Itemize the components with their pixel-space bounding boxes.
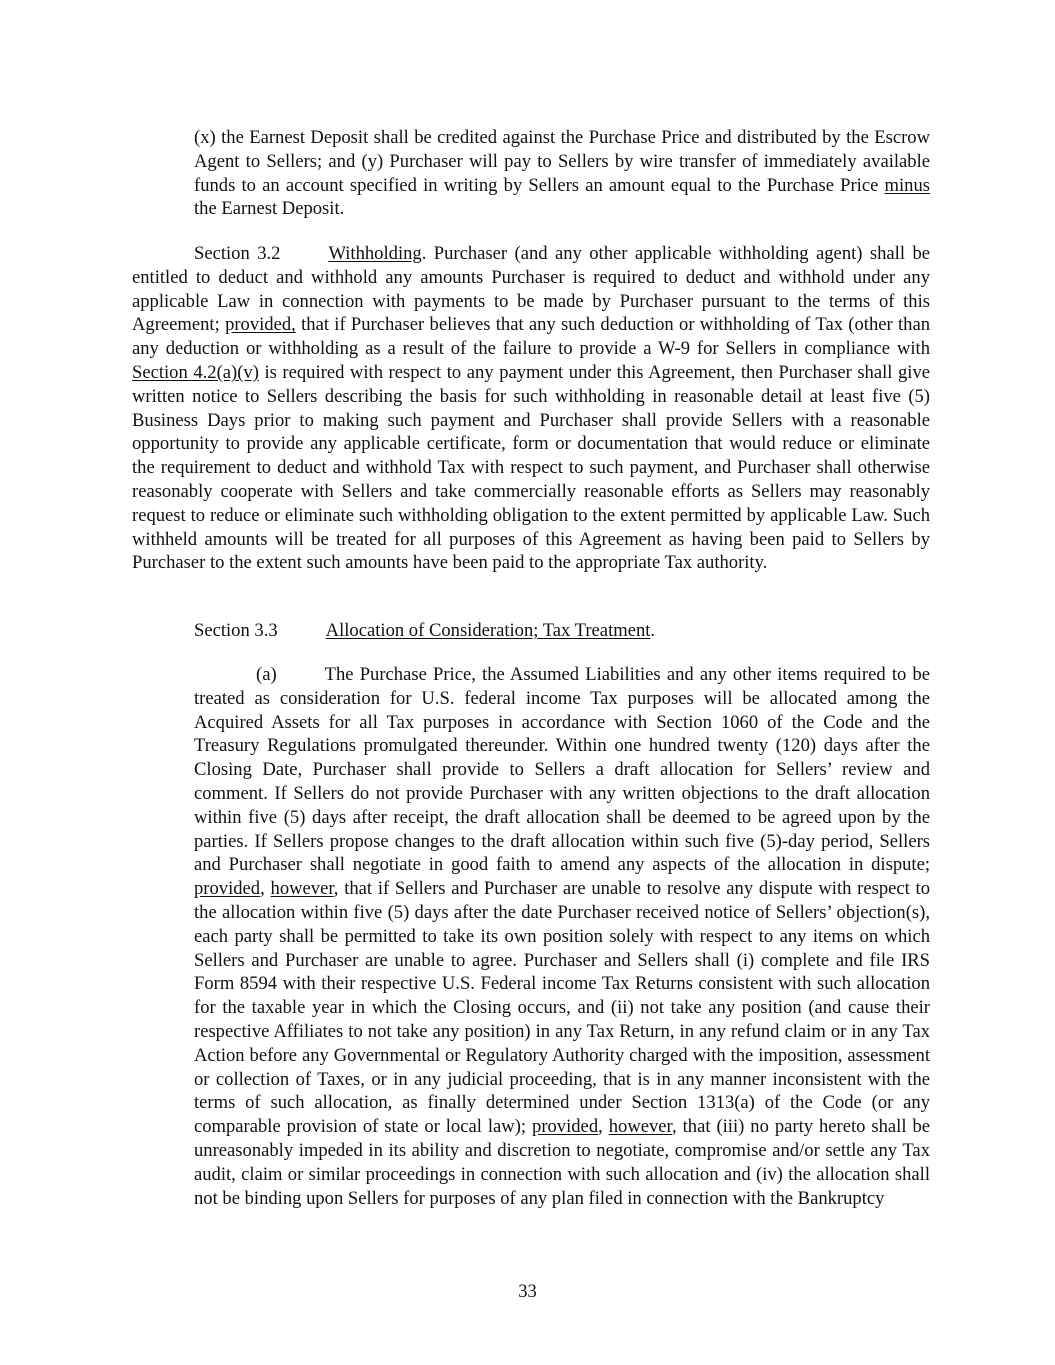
page-number: 33	[518, 1281, 537, 1302]
term-minus: minus	[884, 174, 930, 196]
section-number: Section 3.3	[194, 620, 278, 641]
continuation-text: (x) the Earnest Deposit shall be credited against the Purchase Price and distributed by the Escrow Agent to Sellers; and (y) Purchaser will pay to Sellers by wire transfer of immediately available funds to an account specified in writing by Sellers an amount equal to the Purchase Price	[194, 127, 930, 196]
section-title: Allocation of Consideration; Tax Treatment	[325, 620, 651, 641]
section-3-2-paragraph	[132, 242, 930, 575]
section-3-3-heading	[132, 619, 930, 643]
section-heading-period: .	[650, 620, 656, 641]
term-however: however	[608, 1116, 673, 1138]
section-number: Section 3.2	[194, 243, 281, 264]
clause-label: (a)	[256, 664, 277, 685]
cross-reference: Section 4.2(a)(v)	[132, 361, 259, 383]
term-provided: provided	[194, 878, 261, 900]
section-text: . Purchaser (and any other applicable withholding agent) shall be entitled to deduct and withhold any amounts Purchaser is required to deduct and withhold under any applicable Law in connection with payments to be made by Purchaser pursuant to the terms of this Agreement;	[132, 243, 930, 336]
clause-text: The Purchase Price, the Assumed Liabilities and any other items required to be treated as consideration for U.S. federal income Tax purposes will be allocated among the Acquired Assets for all Tax purposes in accordance with Section 1060 of the Code and the Treasury Regulations promulgated thereunder. Within one hundred twenty (120) days after the Closing Date, Purchaser shall provide to Sellers a draft allocation for Sellers’ review and comment. If Sellers do not provide Purchaser with any written objections to the draft allocation within five (5) days after receipt, the draft allocation shall be deemed to be agreed upon by the parties. If Sellers propose changes to the draft allocation within such five (5)-day period, Sellers and Purchaser shall negotiate in good faith to amend any aspects of the allocation in dispute;	[194, 664, 930, 876]
clause-a-paragraph	[194, 663, 930, 1210]
section-title: Withholding	[328, 243, 422, 264]
continuation-text-end: the Earnest Deposit.	[194, 198, 345, 220]
term-provided: provided	[532, 1116, 599, 1138]
clause-text: , that if Sellers and Purchaser are unable to resolve any dispute with respect to the allocation within five (5) days after the date Purchaser received notice of Sellers’ objection(s), each party shall be permitted to take its own position solely with respect to any items on which Sellers and Purchaser are unable to agree. Purchaser and Sellers shall (i) complete and file IRS Form 8594 with their respective U.S. Federal income Tax Returns consistent with such allocation for the taxable year in which the Closing occurs, and (ii) not take any position (and cause their respective Affiliates to not take any position) in any Tax Return, in any refund claim or in any Tax Action before any Governmental or Regulatory Authority charged with the imposition, assessment or collection of Taxes, or in any judicial proceeding, that is in any manner inconsistent with the terms of such allocation, as finally determined under Section 1313(a) of the Code (or any comparable provision of state or local law);	[194, 878, 931, 1138]
continuation-paragraph	[194, 126, 930, 221]
section-text: that if Purchaser believes that any such deduction or withholding of Tax (other than any deduction or withholding as a result of the failure to provide a W-9 for Sellers in compliance with	[132, 314, 930, 360]
term-provided: provided,	[225, 314, 296, 336]
clause-text: , that (iii) no party hereto shall be unreasonably impeded in its ability and discretion to negotiate, compromise and/or settle any Tax audit, claim or similar proceedings in connection with such allocation and (iv) the allocation shall not be binding upon Sellers for purposes of any plan filed in connection with the Bankruptcy	[194, 1116, 931, 1209]
separator: ,	[260, 878, 271, 900]
term-however: however	[270, 878, 334, 900]
section-text: is required with respect to any payment under this Agreement, then Purchaser shall give written notice to Sellers describing the basis for such withholding in reasonable detail at least five (5) Business Days prior to making such payment and Purchaser shall provide Sellers with a reasonable opportunity to provide any applicable certificate, form or documentation that would reduce or eliminate the requirement to deduct and withhold Tax with respect to such payment, and Purchaser shall otherwise reasonably cooperate with Sellers and take commercially reasonable efforts as Sellers may reasonably request to reduce or eliminate such withholding obligation to the extent permitted by applicable Law. Such withheld amounts will be treated for all purposes of this Agreement as having been paid to Sellers by Purchaser to the extent such amounts have been paid to the appropriate Tax authority.	[132, 361, 931, 574]
separator: ,	[598, 1116, 609, 1138]
